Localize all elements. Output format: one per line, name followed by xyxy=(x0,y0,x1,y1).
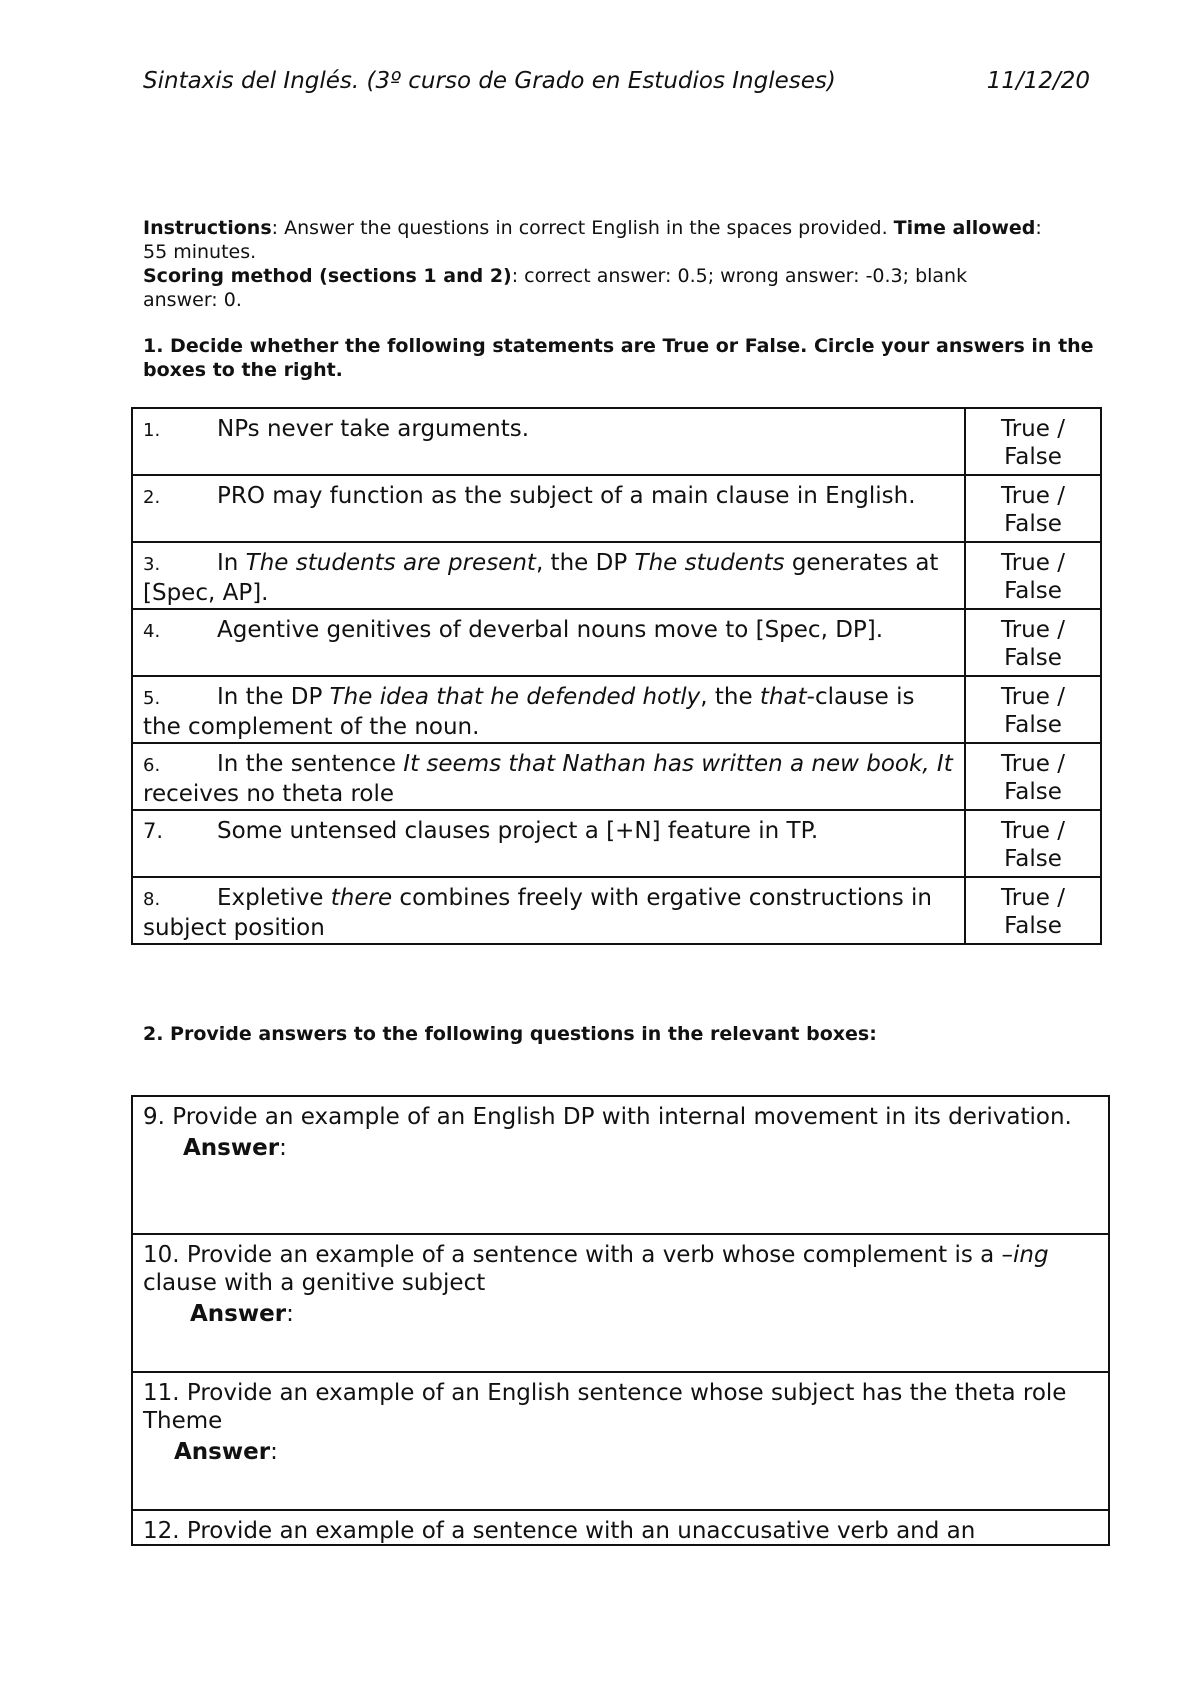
italic-text: It seems that Nathan has written a new book, It xyxy=(403,751,953,777)
statement-number: 1. xyxy=(143,420,161,441)
answer-label-text: Answer xyxy=(174,1439,271,1465)
statement-text: receives no theta role xyxy=(143,781,395,807)
italic-text: there xyxy=(330,885,393,911)
answer-label-text: Answer xyxy=(183,1135,280,1161)
instructions xyxy=(143,216,1043,312)
instructions-text: : Answer the questions in correct English in the spaces provided. xyxy=(271,217,894,239)
statement-text: In the DP xyxy=(217,684,330,710)
true-false-cell[interactable] xyxy=(965,609,1101,676)
statement-number: 8. xyxy=(143,889,161,910)
statement-text: -clause is the complement of the noun. xyxy=(143,684,915,740)
statement-cell xyxy=(132,609,965,676)
statement-text: combines freely with ergative constructions in subject position xyxy=(143,885,933,941)
true-option[interactable]: True / xyxy=(1001,617,1065,643)
question-box[interactable] xyxy=(133,1097,1108,1235)
true-option[interactable]: True / xyxy=(1001,751,1065,777)
true-option[interactable]: True / xyxy=(1001,818,1065,844)
statement-cell xyxy=(132,542,965,609)
italic-text: that xyxy=(759,684,807,710)
statement-row xyxy=(132,676,1101,743)
statement-row xyxy=(132,877,1101,944)
answer-label-text: Answer xyxy=(190,1301,287,1327)
scoring-method-text: : correct answer: 0.5; wrong answer: -0.3; blank answer: 0. xyxy=(143,265,968,311)
statement-cell xyxy=(132,676,965,743)
answer-boxes xyxy=(131,1095,1110,1546)
statement-text: clause with a genitive subject xyxy=(143,1270,486,1296)
true-false-cell[interactable] xyxy=(965,475,1101,542)
answer-label xyxy=(143,1300,1098,1328)
question-box xyxy=(133,1511,1108,1546)
statement-number: 2. xyxy=(143,487,161,508)
true-false-cell[interactable] xyxy=(965,408,1101,475)
statement-text: 12. Provide an example of a sentence with an unaccusative verb and an xyxy=(143,1518,976,1544)
false-option[interactable]: False xyxy=(1004,444,1062,470)
true-false-cell[interactable] xyxy=(965,743,1101,810)
statement-text: Agentive genitives of deverbal nouns move to [Spec, DP]. xyxy=(217,617,884,643)
statement-cell xyxy=(132,877,965,944)
section1-heading: 1. Decide whether the following statements are True or False. Circle your answers in the boxes to the right. xyxy=(143,335,1094,381)
statement-text: In xyxy=(217,550,246,576)
true-option[interactable]: True / xyxy=(1001,483,1065,509)
true-option[interactable]: True / xyxy=(1001,550,1065,576)
false-option[interactable]: False xyxy=(1004,779,1062,805)
true-option[interactable]: True / xyxy=(1001,416,1065,442)
italic-text: The students are present xyxy=(245,550,536,576)
question-text xyxy=(143,1241,1098,1297)
answer-label xyxy=(143,1438,1098,1466)
statement-text: Expletive xyxy=(217,885,331,911)
true-false-cell[interactable] xyxy=(965,810,1101,877)
true-option[interactable]: True / xyxy=(1001,684,1065,710)
time-allowed-text: : 55 minutes. xyxy=(143,217,1042,263)
statement-number: 5. xyxy=(143,688,161,709)
question-box[interactable] xyxy=(133,1373,1108,1511)
statement-row xyxy=(132,475,1101,542)
false-option[interactable]: False xyxy=(1004,511,1062,537)
statement-text: NPs never take arguments. xyxy=(217,416,530,442)
instructions-label: Instructions xyxy=(143,217,272,239)
statement-text: generates at [Spec, AP]. xyxy=(143,550,939,606)
statement-text: , the DP xyxy=(535,550,635,576)
statement-text: 10. Provide an example of a sentence with a verb whose complement is a – xyxy=(143,1242,1014,1268)
statement-text: Some untensed clauses project a [+N] feature in TP. xyxy=(217,818,819,844)
false-option[interactable]: False xyxy=(1004,578,1062,604)
section2-heading: 2. Provide answers to the following questions in the relevant boxes: xyxy=(143,1023,877,1045)
question-text xyxy=(143,1103,1098,1131)
page-header xyxy=(143,68,1090,94)
false-option[interactable]: False xyxy=(1004,913,1062,939)
statement-cell xyxy=(132,810,965,877)
statement-cell xyxy=(132,475,965,542)
statement-text: PRO may function as the subject of a main clause in English. xyxy=(217,483,916,509)
true-option[interactable]: True / xyxy=(1001,885,1065,911)
statement-text: In the sentence xyxy=(217,751,404,777)
answer-colon: : xyxy=(270,1439,278,1465)
statement-row xyxy=(132,609,1101,676)
question-text xyxy=(143,1379,1098,1435)
statement-text: , the xyxy=(700,684,760,710)
true-false-cell[interactable] xyxy=(965,676,1101,743)
question-box[interactable] xyxy=(133,1235,1108,1373)
italic-text: The students xyxy=(634,550,785,576)
false-option[interactable]: False xyxy=(1004,645,1062,671)
true-false-cell[interactable] xyxy=(965,542,1101,609)
statement-number: 7. xyxy=(143,819,164,843)
true-false-cell[interactable] xyxy=(965,877,1101,944)
true-false-table xyxy=(131,407,1102,945)
statement-cell xyxy=(132,408,965,475)
exam-date: 11/12/20 xyxy=(986,68,1090,94)
italic-text: The idea that he defended hotly xyxy=(329,684,701,710)
statement-row xyxy=(132,408,1101,475)
scoring-method-label: Scoring method (sections 1 and 2) xyxy=(143,265,512,287)
answer-colon: : xyxy=(286,1301,294,1327)
statement-text: 11. Provide an example of an English sentence whose subject has the theta role Theme xyxy=(143,1380,1067,1434)
false-option[interactable]: False xyxy=(1004,712,1062,738)
course-title: Sintaxis del Inglés. (3º curso de Grado en Estudios Ingleses) xyxy=(143,68,836,94)
statement-row xyxy=(132,743,1101,810)
statement-row xyxy=(132,810,1101,877)
statement-text: 9. Provide an example of an English DP with internal movement in its derivation. xyxy=(143,1104,1072,1130)
statement-number: 3. xyxy=(143,554,161,575)
italic-text: ing xyxy=(1013,1242,1049,1268)
statement-number: 6. xyxy=(143,755,161,776)
question-text xyxy=(143,1517,1098,1545)
answer-label xyxy=(143,1134,1098,1162)
statement-cell xyxy=(132,743,965,810)
false-option[interactable]: False xyxy=(1004,846,1062,872)
answer-colon: : xyxy=(279,1135,287,1161)
time-allowed-label: Time allowed xyxy=(893,217,1036,239)
statement-number: 4. xyxy=(143,621,161,642)
statement-row xyxy=(132,542,1101,609)
